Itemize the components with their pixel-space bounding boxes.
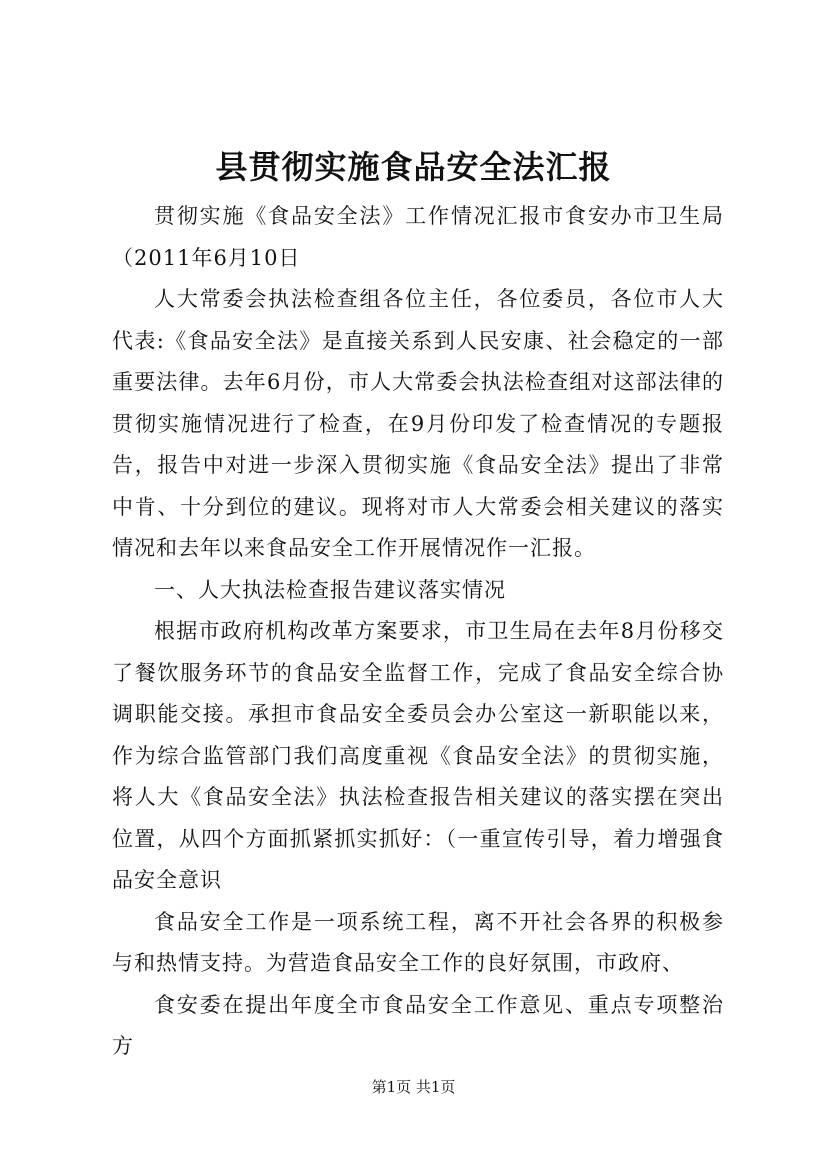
paragraph-continued: 食安委在提出年度全市食品安全工作意见、重点专项整治方 (112, 992, 724, 1058)
paragraph-header-line: 贯彻实施《食品安全法》工作情况汇报市食安办市卫生局（2011年6月10日 (112, 204, 724, 270)
paragraph-food-safety-work: 食品安全工作是一项系统工程，离不开社会各界的积极参与和热情支持。为营造食品安全工作的良好氛围，市政府、 (112, 909, 724, 975)
paragraph-implementation: 根据市政府机构改革方案要求，市卫生局在去年8月份移交了餐饮服务环节的食品安全监督工作，完成了食品安全综合协调职能交接。承担市食品安全委员会办公室这一新职能以来，作为综合监管部门我们高度重视《食品安全法》的贯彻实施，将人大《食品安全法》执法检查报告相关建议的落实摆在突出位置，从四个方面抓紧抓实抓好：（一重宣传引导，着力增强食品安全意识 (112, 619, 724, 892)
section-heading: 一、人大执法检查报告建议落实情况 (154, 577, 506, 602)
document-body (112, 196, 724, 1068)
paragraph-intro: 人大常委会执法检查组各位主任，各位委员，各位市人大代表:《食品安全法》是直接关系到人民安康、社会稳定的一部重要法律。去年6月份，市人大常委会执法检查组对这部法律的贯彻实施情况进行了检查，在9月份印发了检查情况的专题报告，报告中对进一步深入贯彻实施《食品安全法》提出了非常中肯、十分到位的建议。现将对市人大常委会相关建议的落实情况和去年以来食品安全工作开展情况作一汇报。 (112, 287, 724, 560)
page-footer: 第1页 共1页 (371, 1078, 456, 1096)
document-title: 县贯彻实施食品安全法汇报 (215, 148, 612, 186)
